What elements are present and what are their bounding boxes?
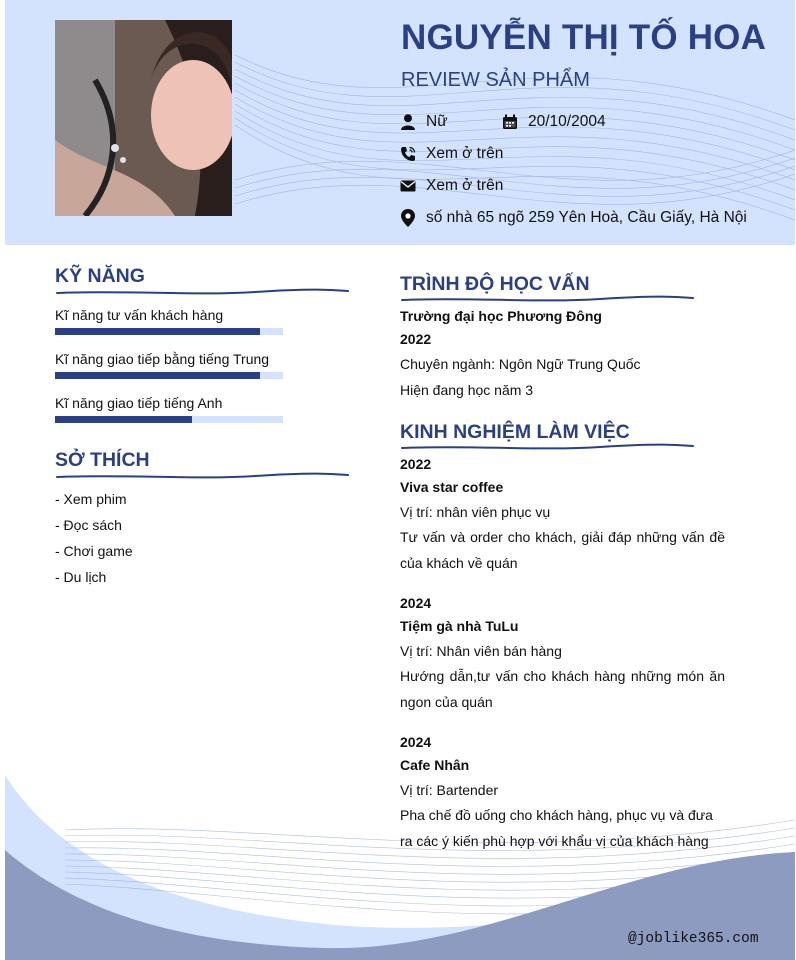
job-position: Vị trí: nhân viên phục vụ bbox=[400, 504, 551, 520]
candidate-name: NGUYỄN THỊ TỐ HOA bbox=[401, 18, 767, 57]
phone-icon bbox=[400, 146, 416, 162]
profile-photo bbox=[55, 20, 232, 216]
candidate-role: REVIEW SẢN PHẨM bbox=[401, 69, 590, 91]
site-watermark: @joblike365.com bbox=[628, 931, 759, 947]
job-description: Pha chế đồ uống cho khách hàng, phục vụ và đưa ra các ý kiến phù hợp với khẩu vị của khách hàng bbox=[400, 807, 713, 849]
job-company: Cafe Nhân bbox=[400, 757, 470, 773]
education-status: Hiện đang học năm 3 bbox=[400, 382, 534, 398]
skill-bar-fill bbox=[55, 416, 192, 423]
gender-row bbox=[400, 113, 448, 131]
address-row bbox=[400, 209, 747, 227]
address-value: số nhà 65 ngõ 259 Yên Hoà, Cầu Giấy, Hà Nội bbox=[426, 209, 747, 226]
education-major: Chuyên ngành: Ngôn Ngữ Trung Quốc bbox=[400, 356, 641, 372]
education-school: Trường đại học Phương Đông bbox=[400, 308, 602, 324]
skills-title-underline bbox=[55, 287, 350, 297]
cv-page bbox=[5, 0, 795, 960]
calendar-icon bbox=[502, 114, 518, 130]
phone-value: Xem ở trên bbox=[426, 145, 504, 162]
gender-value: Nữ bbox=[426, 113, 448, 130]
job-description: Hướng dẫn,tư vấn cho khách hàng những món ăn ngon của quán bbox=[400, 668, 725, 710]
hobbies-title-underline bbox=[55, 471, 350, 481]
hobby-item: - Đọc sách bbox=[55, 517, 122, 533]
education-year: 2022 bbox=[400, 331, 432, 347]
hobby-item: - Xem phim bbox=[55, 491, 127, 507]
skill-label-1: Kĩ năng tư vấn khách hàng bbox=[55, 307, 224, 323]
birthday-row bbox=[502, 113, 606, 131]
hobby-item: - Chơi game bbox=[55, 543, 133, 559]
email-row bbox=[400, 177, 503, 195]
education-title-underline bbox=[400, 294, 695, 304]
person-icon bbox=[400, 114, 416, 130]
job-year: 2022 bbox=[400, 456, 432, 472]
job-position: Vị trí: Bartender bbox=[400, 782, 499, 798]
job-description: Tư vấn và order cho khách, giải đáp những vấn đề của khách về quán bbox=[400, 529, 725, 571]
skill-label-3: Kĩ năng giao tiếp tiếng Anh bbox=[55, 395, 223, 411]
hobby-item: - Du lịch bbox=[55, 569, 107, 585]
job-position: Vị trí: Nhân viên bán hàng bbox=[400, 643, 562, 659]
job-company: Tiệm gà nhà TuLu bbox=[400, 618, 519, 634]
skill-bar-1 bbox=[55, 328, 283, 335]
hobbies-title: SỞ THÍCH bbox=[55, 449, 150, 471]
phone-row bbox=[400, 145, 503, 163]
skill-bar-fill bbox=[55, 372, 260, 379]
email-value: Xem ở trên bbox=[426, 177, 504, 194]
map-pin-icon bbox=[400, 210, 416, 226]
job-year: 2024 bbox=[400, 595, 432, 611]
birthday-value: 20/10/2004 bbox=[528, 113, 606, 130]
experience-title: KINH NGHIỆM LÀM VIỆC bbox=[400, 421, 630, 443]
envelope-icon bbox=[400, 178, 416, 194]
education-title: TRÌNH ĐỘ HỌC VẤN bbox=[400, 273, 590, 295]
skill-bar-2 bbox=[55, 372, 283, 379]
skills-title: KỸ NĂNG bbox=[55, 265, 145, 287]
skill-bar-3 bbox=[55, 416, 283, 423]
job-year: 2024 bbox=[400, 734, 432, 750]
skill-label-2: Kĩ năng giao tiếp bằng tiếng Trung bbox=[55, 351, 270, 367]
skill-bar-fill bbox=[55, 328, 260, 335]
job-company: Viva star coffee bbox=[400, 479, 504, 495]
experience-title-underline bbox=[400, 442, 695, 452]
